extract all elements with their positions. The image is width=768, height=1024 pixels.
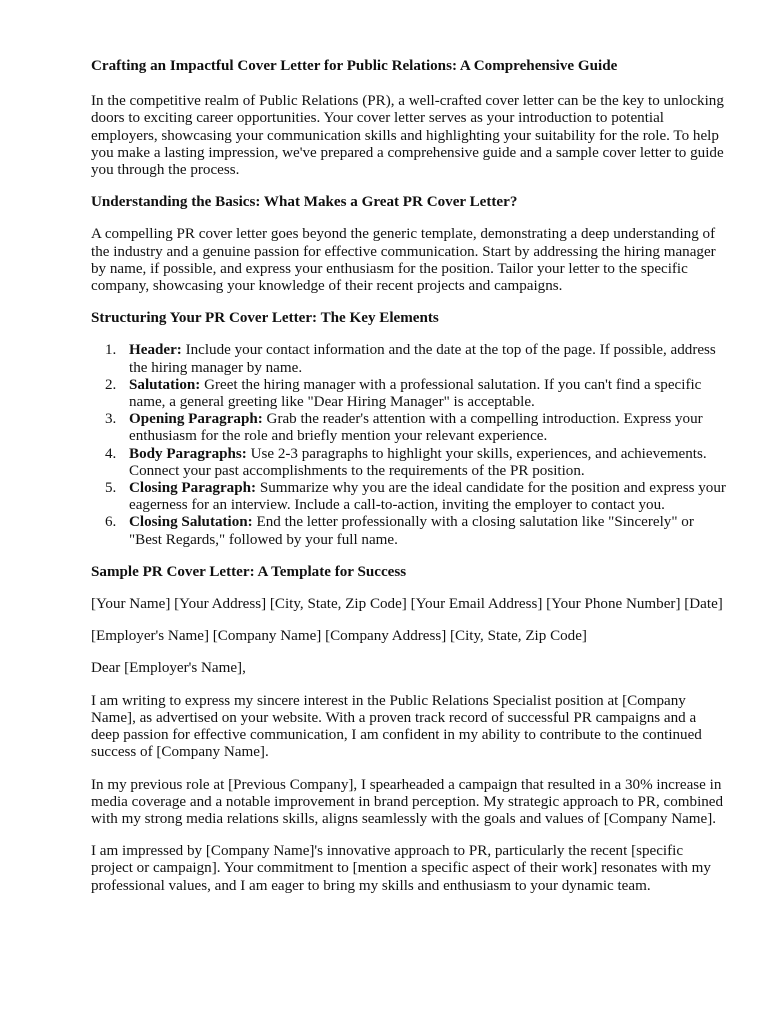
list-item-text: Greet the hiring manager with a professional salutation. If you can't find a specific name, a general greeting like "Dear Hiring Manager" is acceptable. [129,376,702,411]
key-elements-list [91,342,727,548]
list-item-term: Closing Paragraph: [129,480,257,497]
list-item-number: 5. [105,480,117,497]
document-title: Crafting an Impactful Cover Letter for Public Relations: A Comprehensive Guide [91,58,618,74]
list-item-number: 4. [105,445,117,462]
sample-heading: Sample PR Cover Letter: A Template for Success [91,563,407,580]
list-item [91,342,727,376]
letter-paragraph-3: I am impressed by [Company Name]'s innovative approach to PR, particularly the recent [specific project or campaign]. Your commitment to [mention a specific aspect of their work] resonates with my professional values, and I am eager to bring my skills and enthusiasm to your dynamic team. [91,843,711,894]
list-item-term: Header: [129,342,182,359]
basics-paragraph: A compelling PR cover letter goes beyond the generic template, demonstrating a deep understanding of the industry and a genuine passion for effective communication. Start by addressing the hiring manager by name, if possible, and express your enthusiasm for the position. Tailor your letter to the specific company, showcasing your knowledge of their recent projects and campaigns. [91,226,716,295]
list-item [91,514,727,548]
list-item-text: Summarize why you are the ideal candidate for the position and express your eagerness for an interview. Include a call-to-action, inviting the employer to contact you. [129,480,726,514]
list-item [91,446,727,480]
intro-paragraph: In the competitive realm of Public Relations (PR), a well-crafted cover letter can be the key to unlocking doors to exciting career opportunities. Your cover letter serves as your introduction to potential employers, showcasing your communication skills and highlighting your suitability for the role. To help you make a lasting impression, we've prepared a comprehensive guide and a sample cover letter to guide you through the process. [91,93,724,179]
list-item-term: Body Paragraphs: [129,445,247,462]
list-item-number: 6. [105,514,117,531]
list-item-text: Use 2-3 paragraphs to highlight your skills, experiences, and achievements. Connect your past accomplishments to the requirements of the PR position. [129,445,707,479]
list-item-term: Closing Salutation: [129,514,253,531]
list-item [91,480,727,514]
list-item-number: 2. [105,376,117,393]
list-item [91,411,727,445]
list-item-term: Salutation: [129,376,201,393]
list-item-text: Grab the reader's attention with a compelling introduction. Express your enthusiasm for the role and briefly mention your relevant experience. [129,411,703,445]
letter-greeting: Dear [Employer's Name], [91,660,246,677]
recipient-block: [Employer's Name] [Company Name] [Company Address] [City, State, Zip Code] [91,628,587,645]
basics-heading: Understanding the Basics: What Makes a Great PR Cover Letter? [91,194,518,211]
document-page [91,58,727,910]
list-item-number: 3. [105,411,117,428]
sender-block: [Your Name] [Your Address] [City, State, Zip Code] [Your Email Address] [Your Phone Number] [Date] [91,596,723,613]
structure-heading: Structuring Your PR Cover Letter: The Key Elements [91,310,439,327]
list-item [91,377,727,411]
letter-paragraph-2: In my previous role at [Previous Company], I spearheaded a campaign that resulted in a 30% increase in media coverage and a notable improvement in brand perception. My strategic approach to PR, combined with my strong media relations skills, aligns seamlessly with the goals and values of [Company Name]. [91,776,724,827]
list-item-text: End the letter professionally with a closing salutation like "Sincerely" or "Best Regards," followed by your full name. [129,514,694,548]
letter-paragraph-1: I am writing to express my sincere interest in the Public Relations Specialist position at [Company Name], as advertised on your website. With a proven track record of successful PR campaigns and a deep passion for effective communication, I am confident in my ability to contribute to the continued success of [Company Name]. [91,692,702,761]
list-item-number: 1. [105,342,117,359]
list-item-text: Include your contact information and the date at the top of the page. If possible, address the hiring manager by name. [129,342,716,376]
list-item-term: Opening Paragraph: [129,411,263,428]
